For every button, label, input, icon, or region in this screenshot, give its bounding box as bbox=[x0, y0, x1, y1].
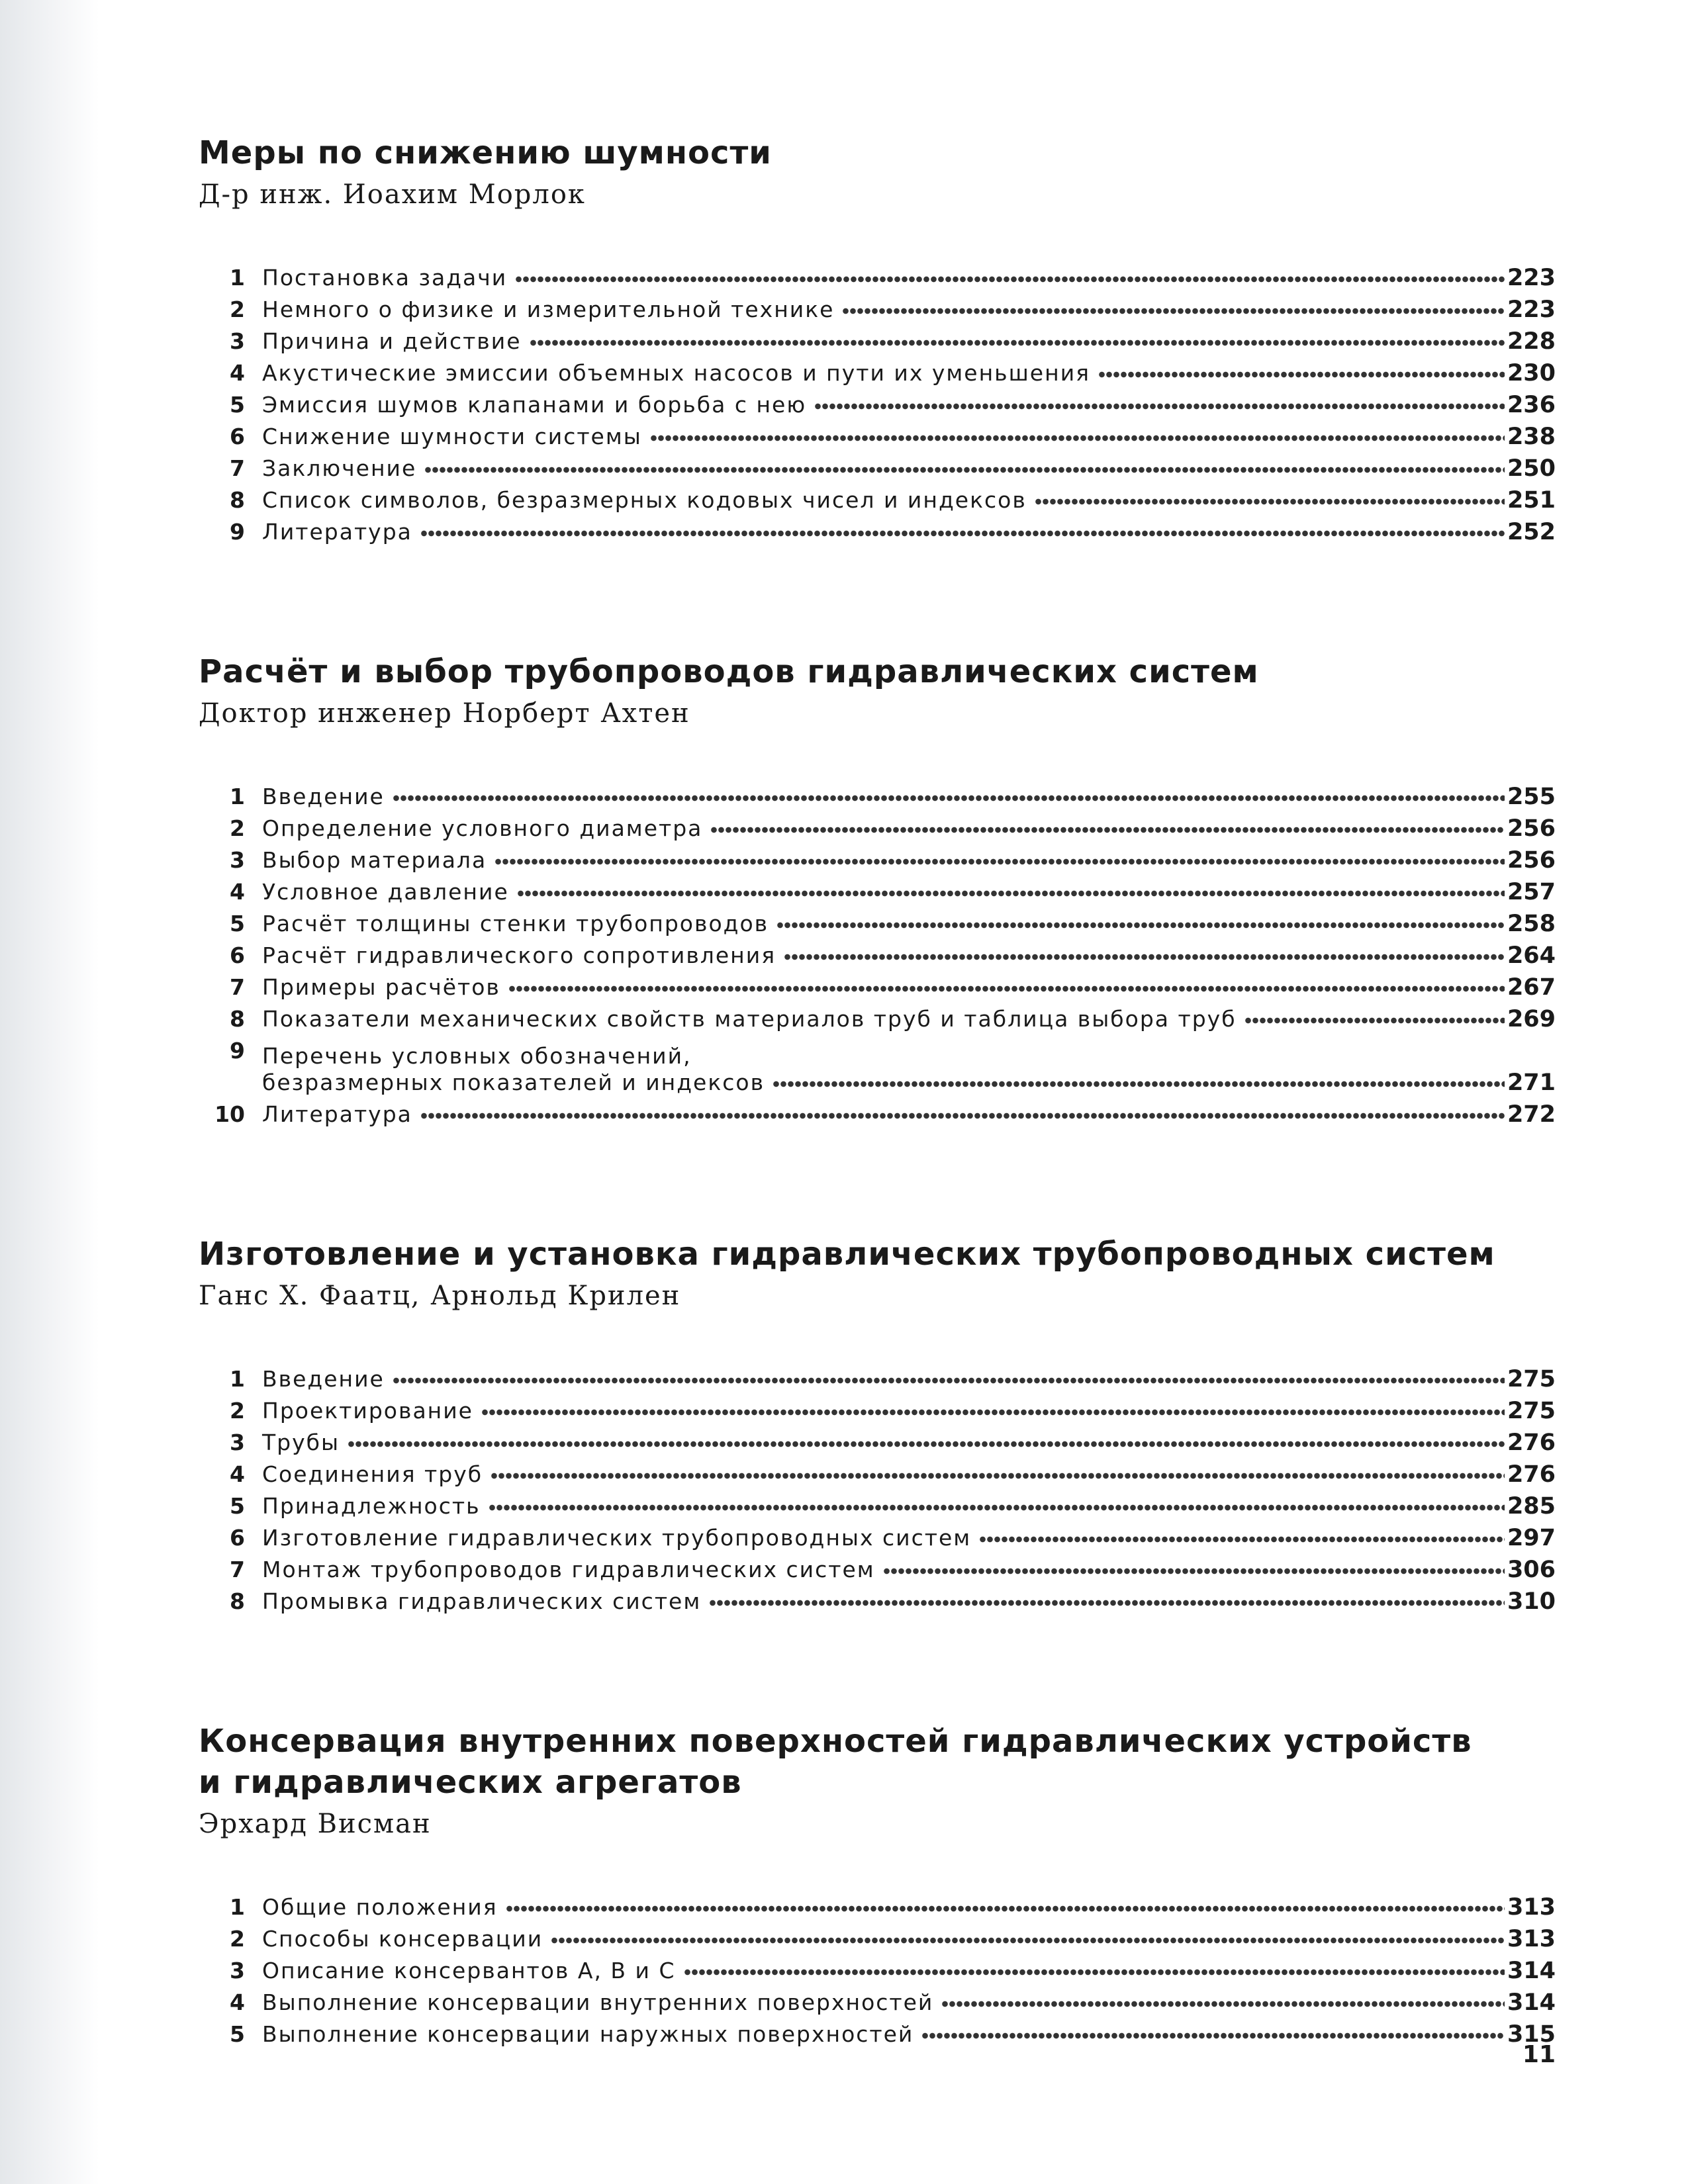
dot-leader bbox=[709, 1596, 1505, 1610]
entry-number: 5 bbox=[230, 2021, 245, 2047]
entry-page: 310 bbox=[1507, 1588, 1556, 1615]
entry-number: 3 bbox=[230, 328, 245, 354]
entry-number: 1 bbox=[230, 784, 245, 809]
entry-number: 5 bbox=[230, 392, 245, 418]
dot-leader bbox=[489, 1501, 1505, 1514]
section-author: Д-р инж. Иоахим Морлок bbox=[199, 179, 586, 210]
entry-page: 264 bbox=[1507, 942, 1556, 969]
entry-page: 297 bbox=[1507, 1525, 1556, 1551]
entry-page: 269 bbox=[1507, 1006, 1556, 1032]
entry-title: Литература bbox=[262, 519, 412, 545]
entry-number: 4 bbox=[230, 1989, 245, 2015]
section-author: Доктор инженер Норберт Ахтен bbox=[199, 698, 690, 729]
dot-leader bbox=[393, 1374, 1505, 1387]
toc-entry[interactable] bbox=[199, 1889, 1556, 1921]
entry-title-line2: безразмерных показателей и индексов bbox=[262, 1069, 765, 1095]
toc-entry[interactable] bbox=[199, 323, 1556, 355]
entry-title: Список символов, безразмерных кодовых чисел и индексов bbox=[262, 487, 1027, 513]
entry-page: 251 bbox=[1507, 487, 1556, 514]
toc-entry[interactable] bbox=[199, 482, 1556, 514]
toc-entry[interactable] bbox=[199, 1361, 1556, 1392]
entry-page: 236 bbox=[1507, 392, 1556, 418]
dot-leader bbox=[1035, 495, 1505, 508]
toc-entry[interactable] bbox=[199, 514, 1556, 545]
entry-page: 255 bbox=[1507, 784, 1556, 810]
toc-entry[interactable] bbox=[199, 1424, 1556, 1456]
entry-number: 6 bbox=[230, 942, 245, 968]
toc-entry[interactable] bbox=[199, 969, 1556, 1001]
entry-number: 5 bbox=[230, 1493, 245, 1519]
dot-leader bbox=[1244, 1014, 1505, 1027]
entry-page: 313 bbox=[1507, 1926, 1556, 1952]
entry-page: 258 bbox=[1507, 911, 1556, 937]
dot-leader bbox=[979, 1533, 1505, 1546]
toc-entry[interactable] bbox=[199, 810, 1556, 842]
entry-number: 2 bbox=[230, 1398, 245, 1424]
toc-section-conservation bbox=[199, 1721, 1556, 2048]
toc-list bbox=[199, 778, 1556, 1128]
section-title-line1: Консервация внутренних поверхностей гидравлических устройств bbox=[199, 1723, 1472, 1760]
toc-entry[interactable] bbox=[199, 842, 1556, 874]
dot-leader bbox=[784, 950, 1505, 964]
entry-title: Показатели механических свойств материалов труб и таблица выбора труб bbox=[262, 1006, 1237, 1032]
dot-leader bbox=[494, 855, 1505, 868]
entry-title-line1: Перечень условных обозначений, bbox=[262, 1043, 692, 1069]
toc-entry[interactable] bbox=[199, 418, 1556, 450]
entry-number: 5 bbox=[230, 911, 245, 936]
dot-leader bbox=[551, 1934, 1505, 1947]
entry-title: Общие положения bbox=[262, 1894, 498, 1920]
toc-list bbox=[199, 259, 1556, 545]
toc-section-pipelines bbox=[199, 651, 1556, 1128]
entry-title: Определение условного диаметра bbox=[262, 815, 703, 841]
entry-title: Снижение шумности системы bbox=[262, 424, 642, 449]
entry-title: Изготовление гидравлических трубопроводных систем bbox=[262, 1525, 972, 1551]
entry-title: Способы консервации bbox=[262, 1926, 543, 1952]
entry-number: 8 bbox=[230, 1588, 245, 1614]
entry-title: Промывка гидравлических систем bbox=[262, 1588, 702, 1614]
dot-leader bbox=[883, 1565, 1505, 1578]
toc-entry[interactable] bbox=[199, 1520, 1556, 1551]
entry-title: Заключение bbox=[262, 455, 417, 481]
dot-leader bbox=[481, 1406, 1505, 1419]
dot-leader bbox=[710, 823, 1505, 837]
dot-leader bbox=[684, 1966, 1505, 1979]
dot-leader bbox=[348, 1437, 1505, 1451]
entry-title: Описание консервантов А, В и С bbox=[262, 1958, 676, 1983]
entry-page: 250 bbox=[1507, 455, 1556, 482]
entry-title: Акустические эмиссии объемных насосов и пути их уменьшения bbox=[262, 360, 1090, 386]
toc-page bbox=[199, 132, 1556, 2154]
toc-entry[interactable] bbox=[199, 1952, 1556, 1984]
dot-leader bbox=[517, 887, 1505, 900]
entry-number: 7 bbox=[230, 974, 245, 1000]
entry-page: 223 bbox=[1507, 265, 1556, 291]
entry-number: 3 bbox=[230, 847, 245, 873]
entry-number: 3 bbox=[230, 1958, 245, 1983]
section-author: Эрхард Висман bbox=[199, 1809, 432, 1839]
entry-number: 6 bbox=[230, 424, 245, 449]
toc-entry[interactable] bbox=[199, 874, 1556, 905]
dot-leader bbox=[773, 1077, 1505, 1091]
entry-title: Проектирование bbox=[262, 1398, 473, 1424]
dot-leader bbox=[921, 2029, 1505, 2042]
entry-title: Литература bbox=[262, 1101, 412, 1127]
entry-title: Введение bbox=[262, 784, 385, 809]
entry-page: 223 bbox=[1507, 296, 1556, 323]
toc-entry[interactable] bbox=[199, 1096, 1556, 1128]
entry-page: 228 bbox=[1507, 328, 1556, 355]
entry-number: 8 bbox=[230, 1006, 245, 1032]
entry-title: Принадлежность bbox=[262, 1493, 481, 1519]
entry-page: 276 bbox=[1507, 1461, 1556, 1488]
toc-entry[interactable] bbox=[199, 291, 1556, 323]
page-number: 11 bbox=[1522, 2041, 1556, 2068]
dot-leader bbox=[420, 1109, 1505, 1122]
dot-leader bbox=[842, 304, 1504, 318]
entry-page: 285 bbox=[1507, 1493, 1556, 1520]
section-title: Расчёт и выбор трубопроводов гидравлических систем bbox=[199, 653, 1259, 690]
entry-number: 4 bbox=[230, 1461, 245, 1487]
dot-leader bbox=[508, 982, 1505, 995]
entry-page: 275 bbox=[1507, 1366, 1556, 1392]
binding-shadow bbox=[0, 0, 99, 2184]
entry-title: Расчёт толщины стенки трубопроводов bbox=[262, 911, 769, 936]
entry-page: 314 bbox=[1507, 1989, 1556, 2016]
toc-entry[interactable] bbox=[199, 450, 1556, 482]
entry-title: Примеры расчётов bbox=[262, 974, 500, 1000]
toc-entry[interactable] bbox=[199, 1551, 1556, 1583]
entry-number: 2 bbox=[230, 815, 245, 841]
entry-page: 256 bbox=[1507, 847, 1556, 874]
toc-entry[interactable] bbox=[199, 905, 1556, 937]
entry-title: Введение bbox=[262, 1366, 385, 1392]
entry-title: Эмиссия шумов клапанами и борьба с нею bbox=[262, 392, 807, 418]
section-author: Ганс Х. Фаатц, Арнольд Крилен bbox=[199, 1281, 681, 1311]
entry-title: Расчёт гидравлического сопротивления bbox=[262, 942, 776, 968]
entry-title: Немного о физике и измерительной технике bbox=[262, 296, 835, 322]
entry-number: 6 bbox=[230, 1525, 245, 1551]
entry-title: Условное давление bbox=[262, 879, 509, 905]
entry-title: Выполнение консервации внутренних поверхностей bbox=[262, 1989, 934, 2015]
entry-title: Постановка задачи bbox=[262, 265, 508, 291]
entry-title bbox=[262, 1043, 765, 1096]
toc-entry[interactable] bbox=[199, 778, 1556, 810]
toc-entry[interactable] bbox=[199, 1583, 1556, 1615]
entry-number: 7 bbox=[230, 1557, 245, 1582]
section-title bbox=[199, 1721, 1556, 1803]
entry-title: Монтаж трубопроводов гидравлических систем bbox=[262, 1557, 875, 1582]
dot-leader bbox=[814, 400, 1505, 413]
entry-number: 1 bbox=[230, 265, 245, 291]
entry-page: 275 bbox=[1507, 1398, 1556, 1424]
dot-leader bbox=[506, 1902, 1505, 1915]
entry-page: 252 bbox=[1507, 519, 1556, 545]
entry-number: 9 bbox=[230, 519, 245, 545]
entry-title: Соединения труб bbox=[262, 1461, 483, 1487]
entry-page: 267 bbox=[1507, 974, 1556, 1001]
entry-page: 314 bbox=[1507, 1958, 1556, 1984]
dot-leader bbox=[420, 527, 1505, 540]
toc-entry[interactable] bbox=[199, 1032, 1556, 1096]
dot-leader bbox=[530, 336, 1505, 349]
toc-list bbox=[199, 1361, 1556, 1615]
entry-page: 315 bbox=[1507, 2021, 1556, 2048]
entry-page: 257 bbox=[1507, 879, 1556, 905]
entry-number: 2 bbox=[230, 1926, 245, 1952]
entry-page: 313 bbox=[1507, 1894, 1556, 1921]
toc-entry[interactable] bbox=[199, 1488, 1556, 1520]
entry-number: 4 bbox=[230, 879, 245, 905]
entry-title: Выполнение консервации наружных поверхностей bbox=[262, 2021, 914, 2047]
toc-entry[interactable] bbox=[199, 387, 1556, 418]
entry-page: 271 bbox=[1507, 1069, 1556, 1096]
dot-leader bbox=[424, 463, 1505, 477]
entry-page: 306 bbox=[1507, 1557, 1556, 1583]
dot-leader bbox=[393, 792, 1505, 805]
entry-title: Трубы bbox=[262, 1430, 340, 1455]
entry-page: 238 bbox=[1507, 424, 1556, 450]
entry-number: 8 bbox=[230, 487, 245, 513]
section-title: Изготовление и установка гидравлических трубопроводных систем bbox=[199, 1236, 1495, 1273]
entry-page: 256 bbox=[1507, 815, 1556, 842]
entry-title: Выбор материала bbox=[262, 847, 487, 873]
entry-number: 2 bbox=[230, 296, 245, 322]
toc-entry[interactable] bbox=[199, 1392, 1556, 1424]
toc-list bbox=[199, 1889, 1556, 2048]
dot-leader bbox=[491, 1469, 1505, 1482]
dot-leader bbox=[515, 273, 1505, 286]
toc-section-noise bbox=[199, 132, 1556, 545]
section-title-line2: и гидравлических агрегатов bbox=[199, 1764, 742, 1801]
entry-number: 1 bbox=[230, 1366, 245, 1392]
entry-title: Причина и действие bbox=[262, 328, 522, 354]
toc-entry[interactable] bbox=[199, 2016, 1556, 2048]
section-title: Меры по снижению шумности bbox=[199, 134, 772, 171]
entry-number: 1 bbox=[230, 1894, 245, 1920]
toc-entry[interactable] bbox=[199, 1984, 1556, 2016]
entry-number: 10 bbox=[214, 1101, 245, 1127]
entry-number: 3 bbox=[230, 1430, 245, 1455]
entry-page: 272 bbox=[1507, 1101, 1556, 1128]
toc-section-installation bbox=[199, 1234, 1556, 1615]
entry-number: 7 bbox=[230, 455, 245, 481]
entry-page: 276 bbox=[1507, 1430, 1556, 1456]
dot-leader bbox=[776, 919, 1505, 932]
dot-leader bbox=[941, 1997, 1505, 2011]
entry-number: 9 bbox=[230, 1038, 245, 1064]
dot-leader bbox=[650, 432, 1505, 445]
toc-entry[interactable] bbox=[199, 1001, 1556, 1032]
toc-entry[interactable] bbox=[199, 1456, 1556, 1488]
entry-page: 230 bbox=[1507, 360, 1556, 387]
toc-entry[interactable] bbox=[199, 259, 1556, 291]
entry-number: 4 bbox=[230, 360, 245, 386]
toc-entry[interactable] bbox=[199, 937, 1556, 969]
dot-leader bbox=[1098, 368, 1505, 381]
toc-entry[interactable] bbox=[199, 1921, 1556, 1952]
toc-entry[interactable] bbox=[199, 355, 1556, 387]
